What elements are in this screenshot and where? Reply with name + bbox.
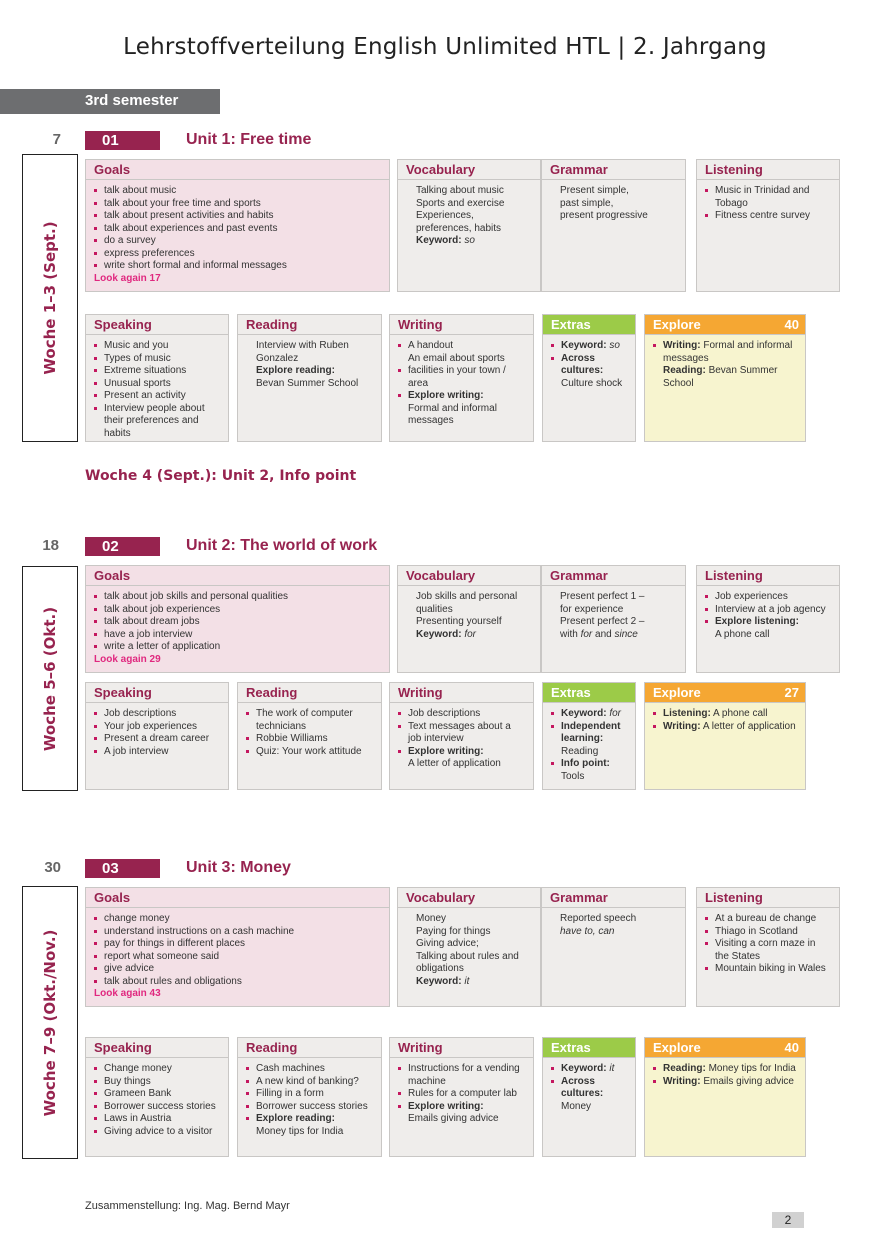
unit-3-reading-box [237, 1037, 382, 1157]
list-item: Info point: Tools [551, 758, 627, 783]
writing-header: Writing [390, 1038, 533, 1058]
listening-list [705, 913, 831, 976]
unit-1-explore-box [644, 314, 806, 442]
unit-1-title: Unit 1: Free time [186, 131, 312, 148]
list-item: talk about present activities and habits [94, 210, 381, 223]
list-item: A job interview [94, 746, 220, 759]
list-item: Change money [94, 1063, 220, 1076]
unit-3-listening-box [696, 887, 840, 1007]
unit-3-page-number: 30 [44, 859, 61, 876]
unit-1-vocabulary-box [397, 159, 541, 292]
vocab-item: Experiences, preferences, habits [416, 210, 502, 234]
vocabulary-header: Vocabulary [398, 566, 540, 586]
unit-2-title: Unit 2: The world of work [186, 537, 378, 554]
unit-2-writing-box [389, 682, 534, 790]
look-again-ref: Look again 29 [94, 653, 161, 665]
list-item: Your job experiences [94, 721, 220, 734]
vocab-item: Money [416, 913, 447, 924]
list-item: Explore writing: Formal and informal messages [398, 390, 525, 428]
list-item: Writing: A letter of application [653, 721, 797, 734]
speaking-list [94, 708, 220, 758]
list-item: change money [94, 913, 381, 926]
unit-3-extras-box [542, 1037, 636, 1157]
unit-3-explore-box [644, 1037, 806, 1157]
list-item: understand instructions on a cash machine [94, 926, 381, 939]
explore-list [653, 1063, 797, 1088]
list-item: Thiago in Scotland [705, 926, 831, 939]
list-item: Job experiences [705, 591, 831, 604]
extras-list [551, 708, 627, 783]
look-again-ref: Look again 43 [94, 988, 161, 999]
extras-header: Extras [543, 1038, 635, 1058]
list-item: Types of music [94, 353, 220, 366]
list-item: Music and you [94, 340, 220, 353]
grammar-header: Grammar [542, 160, 685, 180]
grammar-item: Present perfect 1 – [560, 591, 645, 602]
explore-header: Explore 27 [645, 683, 805, 703]
listening-header: Listening [697, 566, 839, 586]
speaking-list [94, 1063, 220, 1138]
list-item: talk about dream jobs [94, 616, 381, 629]
unit-1-grammar-box [541, 159, 686, 292]
unit-2-week-label: Woche 5–6 (Okt.) [41, 606, 59, 751]
speaking-header: Speaking [86, 1038, 228, 1058]
list-item: facilities in your town / area [398, 365, 525, 390]
list-item: write short formal and informal messages [94, 260, 381, 273]
list-item: Across cultures: Money [551, 1076, 627, 1114]
grammar-item: with for and since [560, 628, 638, 640]
goals-list [94, 185, 381, 273]
list-item: Robbie Williams [246, 733, 373, 746]
extras-list [551, 340, 627, 390]
reading-list [246, 708, 373, 758]
list-item: Interview people about their preferences and habits [94, 403, 220, 441]
unit-3-goals-box [85, 887, 390, 1007]
list-item: give advice [94, 963, 381, 976]
list-item: Explore writing: Emails giving advice [398, 1101, 525, 1126]
unit-2-reading-box [237, 682, 382, 790]
list-item: have a job interview [94, 629, 381, 642]
list-item: A new kind of banking? [246, 1076, 373, 1089]
grammar-header: Grammar [542, 566, 685, 586]
list-item: Text messages about a job interview [398, 721, 525, 746]
list-item: Filling in a form [246, 1088, 373, 1101]
list-item: Writing: Emails giving advice [653, 1076, 797, 1089]
list-item: report what someone said [94, 951, 381, 964]
writing-list [398, 708, 525, 771]
list-item: Music in Trinidad and Tobago [705, 185, 831, 210]
list-item: talk about experiences and past events [94, 223, 381, 236]
unit-1-reading-box [237, 314, 382, 442]
look-again-ref: Look again 17 [94, 272, 161, 284]
explore-list [653, 708, 797, 733]
reading-explore-item: Bevan Summer School [256, 377, 359, 389]
extras-header: Extras [543, 315, 635, 335]
list-item: talk about your free time and sports [94, 198, 381, 211]
grammar-item: have to, can [560, 925, 615, 937]
unit-2-vocabulary-box [397, 565, 541, 673]
unit-1-week-box [22, 154, 78, 442]
list-item: talk about rules and obligations [94, 976, 381, 989]
list-item: Mountain biking in Wales [705, 963, 831, 976]
list-item: Visiting a corn maze in the States [705, 938, 831, 963]
list-item: Job descriptions [398, 708, 525, 721]
list-item: Buy things [94, 1076, 220, 1089]
writing-header: Writing [390, 683, 533, 703]
unit-1-week-label: Woche 1–3 (Sept.) [41, 221, 59, 375]
unit-3-week-box [22, 886, 78, 1159]
list-item: Instructions for a vending machine [398, 1063, 525, 1088]
list-item: Keyword: for [551, 708, 627, 721]
list-item: Present an activity [94, 390, 220, 403]
list-item: Listening: A phone call [653, 708, 797, 721]
list-item: Unusual sports [94, 378, 220, 391]
unit-3-week-label: Woche 7–9 (Okt./Nov.) [41, 929, 59, 1116]
list-item: pay for things in different places [94, 938, 381, 951]
writing-list [398, 340, 525, 428]
goals-list [94, 591, 381, 654]
unit-1-goals-box [85, 159, 390, 292]
unit-1-extras-box [542, 314, 636, 442]
list-item: Reading: Money tips for India [653, 1063, 797, 1076]
listening-header: Listening [697, 160, 839, 180]
explore-list [653, 340, 797, 390]
explore-page-number: 40 [784, 317, 799, 332]
goals-list [94, 913, 381, 988]
vocabulary-header: Vocabulary [398, 888, 540, 908]
list-item: Grameen Bank [94, 1088, 220, 1101]
list-item: talk about job skills and personal qualities [94, 591, 381, 604]
semester-label: 3rd semester [85, 92, 179, 109]
list-item: talk about music [94, 185, 381, 198]
writing-list [398, 1063, 525, 1126]
unit-3-title: Unit 3: Money [186, 859, 291, 876]
speaking-list [94, 340, 220, 440]
unit-2-week-box [22, 566, 78, 791]
reading-item: Interview with Ruben Gonzalez [256, 340, 349, 364]
unit-1-listening-box [696, 159, 840, 292]
listening-list [705, 185, 831, 223]
explore-page-number: 40 [784, 1040, 799, 1055]
goals-header: Goals [86, 566, 389, 586]
unit-2-grammar-box [541, 565, 686, 673]
unit-1-speaking-box [85, 314, 229, 442]
list-item: Extreme situations [94, 365, 220, 378]
unit-2-explore-box [644, 682, 806, 790]
list-item: talk about job experiences [94, 604, 381, 617]
goals-header: Goals [86, 160, 389, 180]
vocab-item: Presenting yourself [416, 616, 502, 627]
list-item: Present a dream career [94, 733, 220, 746]
vocab-item: Talking about rules and obligations [416, 950, 519, 974]
unit-2-page-number: 18 [42, 537, 59, 554]
grammar-item: present progressive [560, 210, 648, 221]
unit-2-speaking-box [85, 682, 229, 790]
explore-header: Explore 40 [645, 315, 805, 335]
list-item: Keyword: it [551, 1063, 627, 1076]
footer-author: Zusammenstellung: Ing. Mag. Bernd Mayr [85, 1200, 290, 1212]
grammar-item: Present perfect 2 – [560, 616, 645, 627]
grammar-item: past simple, [560, 197, 614, 209]
unit-2-listening-box [696, 565, 840, 673]
list-item: Across cultures: Culture shock [551, 353, 627, 391]
list-item: Explore reading: Money tips for India [246, 1113, 373, 1138]
listening-list [705, 591, 831, 641]
list-item: Laws in Austria [94, 1113, 220, 1126]
grammar-item: Reported speech [560, 913, 637, 924]
extras-list [551, 1063, 627, 1113]
vocab-item: Paying for things [416, 925, 491, 937]
unit-3-number-badge: 03 [85, 859, 160, 878]
unit-3-writing-box [389, 1037, 534, 1157]
list-item: Explore listening: A phone call [705, 616, 831, 641]
grammar-item: Present simple, [560, 185, 629, 196]
goals-header: Goals [86, 888, 389, 908]
list-item: Interview at a job agency [705, 604, 831, 617]
vocab-item: Job skills and personal qualities [416, 591, 518, 615]
document-title: Lehrstoffverteilung English Unlimited HTL | 2. Jahrgang [123, 34, 767, 60]
speaking-header: Speaking [86, 315, 228, 335]
vocabulary-header: Vocabulary [398, 160, 540, 180]
explore-page-number: 27 [784, 685, 799, 700]
list-item: Job descriptions [94, 708, 220, 721]
list-item: Explore writing: A letter of application [398, 746, 525, 771]
unit-3-grammar-box [541, 887, 686, 1007]
list-item: do a survey [94, 235, 381, 248]
list-item: Cash machines [246, 1063, 373, 1076]
vocab-keyword: Keyword: for [416, 628, 477, 640]
list-item: Rules for a computer lab [398, 1088, 525, 1101]
explore-header: Explore 40 [645, 1038, 805, 1058]
reading-explore-label: Explore reading: [256, 365, 335, 376]
list-item: Giving advice to a visitor [94, 1126, 220, 1139]
unit-1-writing-box [389, 314, 534, 442]
list-item: The work of computer technicians [246, 708, 373, 733]
speaking-header: Speaking [86, 683, 228, 703]
reading-header: Reading [238, 315, 381, 335]
grammar-item: for experience [560, 603, 624, 615]
list-item: Quiz: Your work attitude [246, 746, 373, 759]
list-item: Fitness centre survey [705, 210, 831, 223]
page-number: 2 [772, 1212, 804, 1228]
unit-2-number-badge: 02 [85, 537, 160, 556]
vocab-item: Giving advice; [416, 938, 479, 949]
list-item: express preferences [94, 248, 381, 261]
extras-header: Extras [543, 683, 635, 703]
vocab-item: Talking about music [416, 185, 504, 196]
unit-1-page-number: 7 [52, 131, 61, 148]
list-item: Independent learning: Reading [551, 721, 627, 759]
list-item: A handout An email about sports [398, 340, 525, 365]
unit-1-number-badge: 01 [85, 131, 160, 150]
reading-header: Reading [238, 683, 381, 703]
reading-list [246, 1063, 373, 1138]
week-4-note: Woche 4 (Sept.): Unit 2, Info point [85, 468, 357, 484]
list-item: Writing: Formal and informal messages Reading: Bevan Summer School [653, 340, 797, 390]
writing-header: Writing [390, 315, 533, 335]
vocab-keyword: Keyword: it [416, 975, 470, 987]
unit-2-extras-box [542, 682, 636, 790]
list-item: At a bureau de change [705, 913, 831, 926]
vocab-keyword: Keyword: so [416, 235, 475, 246]
list-item: Keyword: so [551, 340, 627, 353]
grammar-header: Grammar [542, 888, 685, 908]
unit-3-speaking-box [85, 1037, 229, 1157]
list-item: Borrower success stories [246, 1101, 373, 1114]
unit-2-goals-box [85, 565, 390, 673]
vocab-item: Sports and exercise [416, 197, 505, 209]
reading-header: Reading [238, 1038, 381, 1058]
list-item: Borrower success stories [94, 1101, 220, 1114]
unit-3-vocabulary-box [397, 887, 541, 1007]
listening-header: Listening [697, 888, 839, 908]
list-item: write a letter of application [94, 641, 381, 654]
